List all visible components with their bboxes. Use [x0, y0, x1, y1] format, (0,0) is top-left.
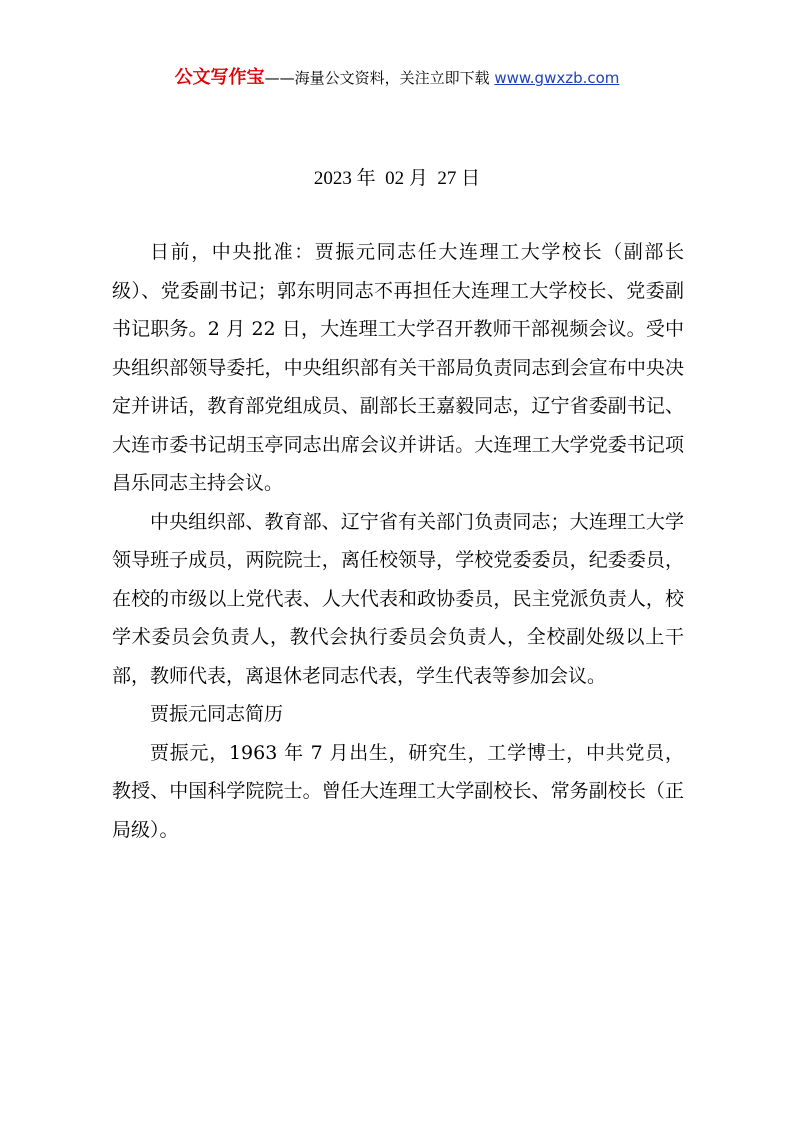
document-date: 2023 年 02 月 27 日 — [313, 168, 481, 189]
paragraph-announcement: 日前，中央批准：贾振元同志任大连理工大学校长（副部长级）、党委副书记；郭东明同志不再担任大连理工大学校长、党委副书记职务。2 月 22 日，大连理工大学召开教师干部视频会议。受中央组织部领导委托，中央组织部有关干部局负责同志到会宣布中央决定并讲话，教育部党组成员、副部长王嘉毅同志，辽宁省委副书记、大连市委书记胡玉亭同志出席会议并讲话。大连理工大学党委书记项昌乐同志主持会议。 — [112, 241, 684, 494]
section-heading-biography: 贾振元同志简历 — [150, 703, 284, 725]
article-body — [112, 233, 684, 849]
website-link[interactable]: www.gwxzb.com — [494, 69, 620, 87]
paragraph-attendees: 中央组织部、教育部、辽宁省有关部门负责同志；大连理工大学领导班子成员，两院院士，离任校领导，学校党委委员，纪委委员，在校的市级以上党代表、人大代表和政协委员，民主党派负责人，校学术委员会负责人，教代会执行委员会负责人，全校副处级以上干部，教师代表，离退休老同志代表，学生代表等参加会议。 — [112, 510, 684, 687]
page-header — [0, 64, 794, 92]
header-tagline: ——海量公文资料，关注立即下载 — [264, 69, 490, 87]
brand-name: 公文写作宝 — [174, 67, 265, 88]
paragraph-biography: 贾振元，1963 年 7 月出生，研究生，工学博士，中共党员，教授、中国科学院院士。曾任大连理工大学副校长、常务副校长（正局级）。 — [112, 741, 684, 841]
